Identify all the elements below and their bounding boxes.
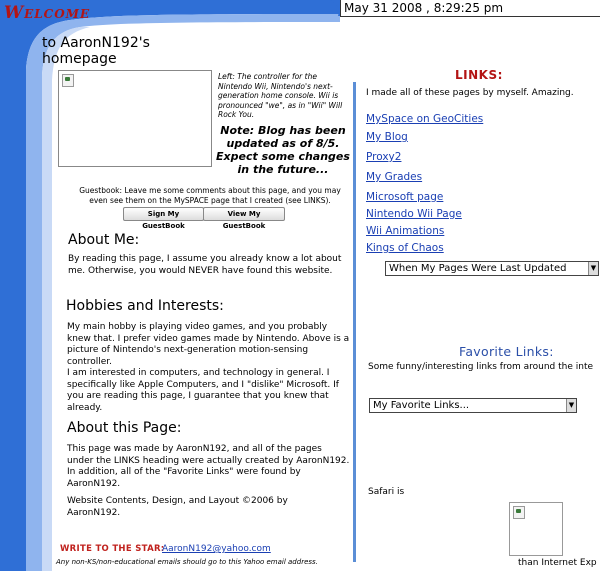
favorite-links-intro: Some funny/interesting links from around the inte xyxy=(368,362,594,372)
links-intro: I made all of these pages by myself. Amazing. xyxy=(366,88,574,98)
link-proxy2[interactable]: Proxy2 xyxy=(366,151,402,163)
safari-text: Safari is xyxy=(368,487,405,497)
page-title: to AaronN192's homepage xyxy=(42,35,150,67)
column-divider xyxy=(353,82,356,562)
date-time-clock: May 31 2008 , 8:29:25 pm xyxy=(340,0,600,17)
sign-guestbook-button[interactable]: Sign My GuestBook xyxy=(123,207,204,221)
email-footnote: Any non-KS/non-educational emails should go to this Yahoo email address. xyxy=(56,558,318,566)
write-to-star-label: WRITE TO THE STAR: xyxy=(60,544,165,554)
last-updated-select-value: When My Pages Were Last Updated xyxy=(389,263,567,274)
link-kings-of-chaos[interactable]: Kings of Chaos xyxy=(366,242,444,254)
chevron-down-icon: ▼ xyxy=(588,262,598,275)
safari-image xyxy=(509,502,563,556)
last-updated-select[interactable] xyxy=(385,261,599,276)
link-my-blog[interactable]: My Blog xyxy=(366,131,408,143)
broken-image-icon xyxy=(62,74,74,87)
blog-update-note: Note: Blog has been updated as of 8/5. Expect some changes in the future... xyxy=(216,124,350,176)
photo-caption: Left: The controller for the Nintendo Wii, Nintendo's next-generation home console. Wii is pronounced "we", as in "Wii" Will Rock You. xyxy=(218,72,343,119)
link-myspace-geocities[interactable]: MySpace on GeoCities xyxy=(366,113,484,125)
favorite-links-select[interactable] xyxy=(369,398,577,413)
about-me-heading: About Me: xyxy=(68,232,140,248)
hobbies-text: My main hobby is playing video games, and you probably knew that. I prefer video games made by Nintendo. Above is a picture of Nintendo's next-generation motion-sensing controller. xyxy=(67,322,350,367)
link-nintendo-wii-page[interactable]: Nintendo Wii Page xyxy=(366,208,462,220)
guestbook-description: Guestbook: Leave me some comments about this page, and you may even see them on the MySPACE page that I created (see LINKS). xyxy=(79,186,341,205)
links-heading: LINKS: xyxy=(455,68,503,82)
internet-explorer-text: than Internet Exp xyxy=(518,558,597,568)
favorite-links-heading: Favorite Links: xyxy=(459,344,554,359)
link-wii-animations[interactable]: Wii Animations xyxy=(366,225,445,237)
wii-controller-image xyxy=(58,70,212,167)
view-guestbook-button[interactable]: View My GuestBook xyxy=(203,207,285,221)
welcome-banner: Welcome xyxy=(4,3,91,23)
hobbies-heading: Hobbies and Interests: xyxy=(66,298,224,314)
about-page-heading: About this Page: xyxy=(67,420,182,436)
broken-image-icon xyxy=(513,506,525,519)
about-page-text: This page was made by AaronN192, and all of the pages under the LINKS heading were actually created by AaronN192. In addition, all of the "Favorite Links" were found by AaronN192. xyxy=(67,444,350,489)
email-link[interactable]: AaronN192@yahoo.com xyxy=(162,544,271,554)
link-microsoft-page[interactable]: Microsoft page xyxy=(366,191,444,203)
chevron-down-icon: ▼ xyxy=(566,399,576,412)
interests-text: I am interested in computers, and technology in general. I specifically like Apple Computers, and I "dislike" Microsoft. If you are reading this page, I guarantee that you knew that already. xyxy=(67,368,339,413)
about-me-text: By reading this page, I assume you already know a lot about me. Otherwise, you would NEVER have found this website. xyxy=(68,254,342,276)
link-my-grades[interactable]: My Grades xyxy=(366,171,423,183)
favorite-links-select-value: My Favorite Links... xyxy=(373,400,470,411)
copyright-text: Website Contents, Design, and Layout ©2006 by AaronN192. xyxy=(67,496,288,518)
